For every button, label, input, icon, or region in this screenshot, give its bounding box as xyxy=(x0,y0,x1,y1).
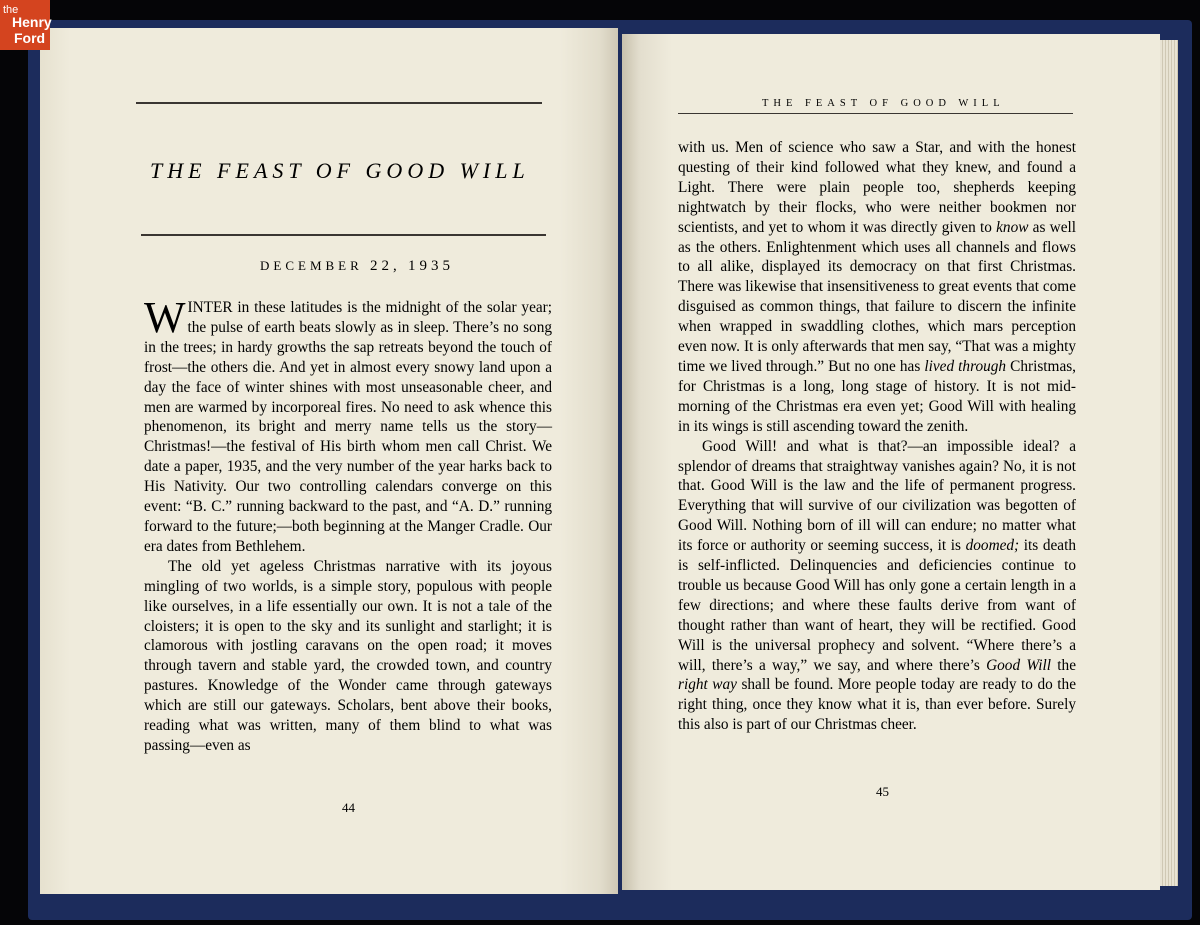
right-page-text xyxy=(678,138,1076,735)
emphasis-lived-through: lived through xyxy=(924,357,1007,375)
text-run: its death is self-inflicted. Delinquencies and deficiencies continue to trouble us because Good Will has only gone a certain length in a few directions; and where these faults derive from want of thought rather than want of heart, they will be rectified. Good Will is the universal prophecy and solvent. “Where there’s a will, there’s a way,” we say, and where there’s xyxy=(678,537,1076,674)
paragraph-3 xyxy=(678,138,1076,437)
date-day: 22, xyxy=(370,258,401,274)
left-page-text xyxy=(144,293,552,756)
article-date xyxy=(260,258,454,275)
logo-text: Henry xyxy=(12,14,52,30)
emphasis-right-way: right way xyxy=(678,676,737,694)
emphasis-good-will: Good Will xyxy=(986,656,1052,674)
running-head: THE FEAST OF GOOD WILL xyxy=(762,98,1005,109)
page-edges xyxy=(1160,40,1178,886)
text-run: Good Will! and what is that?—an impossible ideal? a splendor of dreams that straightway vanishes again? No, it is not that. Good Will is the law and the life of permanent progress. Everything that will survive of our civilization was begotten of Good Will. Nothing born of ill will can endure; no matter what its force or authority or seeming success, it is xyxy=(678,437,1076,555)
page-number-left: 44 xyxy=(342,800,355,815)
date-year: 1935 xyxy=(408,258,455,274)
title-top-rule xyxy=(136,102,542,104)
henry-ford-logo xyxy=(0,0,50,50)
logo-text: the xyxy=(3,4,19,16)
text-run: the xyxy=(1051,656,1076,674)
drop-cap: W xyxy=(144,293,186,342)
page-number-right: 45 xyxy=(876,784,889,799)
emphasis-doomed: doomed; xyxy=(965,537,1020,555)
page-title: THE FEAST OF GOOD WILL xyxy=(150,158,530,183)
text-run: Christmas, for Christmas is a long, long stage of history. It is not mid-morning of the Christmas era even yet; Good Will with healing in its wings is still ascending toward the zenith. xyxy=(678,357,1077,435)
emphasis-know: know xyxy=(996,218,1029,236)
paragraph-1-text: INTER in these latitudes is the midnight of the solar year; the pulse of earth beats slowly as in sleep. There’s no song in the trees; in hardy growths the sap retreats beyond the touch of frost—the others die. And yet in almost every snowy land upon a day the face of winter shines with most unseasonable cheer, and men are warmed by incorporeal fires. No need to ask whence this phenomenon, its bright and merry name tells us the story—Christmas!—the festival of His birth whom men call Christ. We date a paper, 1935, and the very number of the year harks back to His Nativity. Our two controlling calendars converge on this event: “B. C.” running backward to the past, and “A. D.” running forward to the future;—both beginning at the Manger Cradle. Our era dates from Bethlehem. xyxy=(144,299,552,555)
title-bottom-rule xyxy=(141,234,546,236)
paragraph-2: The old yet ageless Christmas narrative with its joyous mingling of two worlds, is a simple story, populous with people like ourselves, in a life essentially our own. It is not a tale of the cloisters; it is open to the sky and its sunlight and starlight; it is clamorous with jostling caravans on the open road; it moves through tavern and stable yard, the crowded town, and country pastures. Knowledge of the Wonder came through gateways which are still our gateways. Scholars, bent above their books, reading what was written, many of them blind to what was passing—even as xyxy=(144,557,552,754)
running-head-rule xyxy=(678,113,1073,114)
text-run: as well as the others. Enlightenment which uses all channels and flows to all alike, displayed its democracy on that first Christmas. There was likewise that insensitiveness to great events that come disguised as common things, that failure to discern the infinite when wrapped in swaddling clothes, which mars perception even now. It is only afterwards that men say, “That was a mighty time we lived through.” But no one has xyxy=(678,218,1076,375)
date-month: DECEMBER xyxy=(260,258,363,273)
text-run: shall be found. More people today are ready to do the right thing, once they know what it is, than ever before. Surely this also is part of our Christmas cheer. xyxy=(678,676,1076,734)
paragraph-1 xyxy=(144,293,552,557)
text-run: with us. Men of science who saw a Star, and with the honest questing of their kind followed what they knew, and found a Light. There were plain people too, shepherds keeping nightwatch by their flocks, who were neither bookmen nor scientists, and yet to whom it was directly given to xyxy=(678,139,1076,236)
logo-text: Ford xyxy=(14,30,46,46)
paragraph-4 xyxy=(678,437,1076,736)
